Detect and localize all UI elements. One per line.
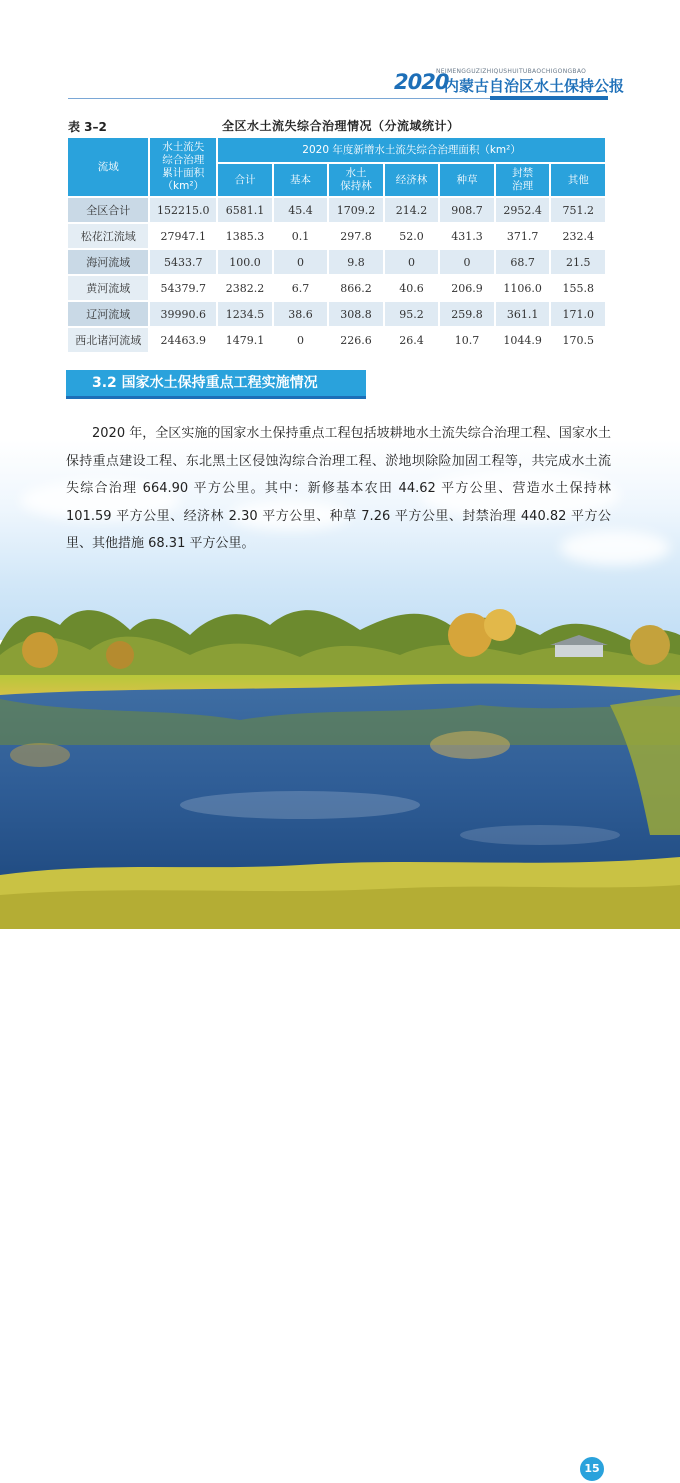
basin-name-cell: 全区合计: [68, 198, 148, 222]
table-cell: 152215.0: [150, 198, 216, 222]
table-row: [68, 328, 605, 352]
table-cell: 308.8: [329, 302, 383, 326]
header-enclosure: 封禁 治理: [496, 164, 550, 196]
header-total: 合计: [218, 164, 272, 196]
table-cell: 5433.7: [150, 250, 216, 274]
table-cell: 1479.1: [218, 328, 272, 352]
header-basin: 流域: [68, 138, 148, 196]
table-cell: 297.8: [329, 224, 383, 248]
table-cell: 232.4: [551, 224, 605, 248]
header-grass: 种草: [440, 164, 494, 196]
table-cell: 171.0: [551, 302, 605, 326]
table-label: 表 3–2: [68, 120, 107, 134]
table-cell: 6581.1: [218, 198, 272, 222]
table-cell: 155.8: [551, 276, 605, 300]
basin-name-cell: 海河流域: [68, 250, 148, 274]
table-cell: 10.7: [440, 328, 494, 352]
table-cell: 100.0: [218, 250, 272, 274]
table-cell: 52.0: [385, 224, 439, 248]
table-body: [68, 198, 605, 352]
header-conservation-forest: 水土 保持林: [329, 164, 383, 196]
table-cell: 6.7: [274, 276, 327, 300]
table-cell: 54379.7: [150, 276, 216, 300]
header-title: 内蒙古自治区水土保持公报: [444, 77, 625, 95]
section-underline: [66, 396, 366, 399]
table-cell: 361.1: [496, 302, 550, 326]
table-cell: 2382.2: [218, 276, 272, 300]
header-pinyin: NEIMENGGUZIZHIQUSHUITUBAOCHIGONGBAO: [436, 68, 587, 75]
table-cell: 0.1: [274, 224, 327, 248]
table-cell: 9.8: [329, 250, 383, 274]
basin-name-cell: 辽河流域: [68, 302, 148, 326]
table-row: [68, 302, 605, 326]
table-cell: 45.4: [274, 198, 327, 222]
table-cell: 24463.9: [150, 328, 216, 352]
header-other: 其他: [551, 164, 605, 196]
table-cell: 214.2: [385, 198, 439, 222]
table-cell: 226.6: [329, 328, 383, 352]
table-cell: 908.7: [440, 198, 494, 222]
table-row: [68, 224, 605, 248]
table-cell: 751.2: [551, 198, 605, 222]
section-heading: 3.2 国家水土保持重点工程实施情况: [66, 370, 366, 396]
table-cell: 1385.3: [218, 224, 272, 248]
table-cell: 68.7: [496, 250, 550, 274]
basin-name-cell: 西北诸河流域: [68, 328, 148, 352]
table-cell: 0: [385, 250, 439, 274]
table-cell: 0: [274, 250, 327, 274]
table-cell: 0: [440, 250, 494, 274]
table-cell: 1709.2: [329, 198, 383, 222]
basin-treatment-table: [66, 136, 607, 354]
table-cell: 27947.1: [150, 224, 216, 248]
basin-name-cell: 黄河流域: [68, 276, 148, 300]
table-row: [68, 250, 605, 274]
header-farmland: 基本: [274, 164, 327, 196]
table-cell: 0: [274, 328, 327, 352]
table-cell: 866.2: [329, 276, 383, 300]
header-cumulative: 水土流失 综合治理 累计面积 （km²）: [150, 138, 216, 196]
landscape-photo: [0, 595, 680, 1475]
table-row: [68, 198, 605, 222]
header-year: 2020: [394, 70, 449, 94]
page-number: 15: [578, 1455, 606, 1483]
table-cell: 170.5: [551, 328, 605, 352]
table-cell: 1106.0: [496, 276, 550, 300]
header-accent-bar: [490, 96, 608, 100]
table-cell: 206.9: [440, 276, 494, 300]
table-title: 全区水土流失综合治理情况（分流域统计）: [222, 119, 460, 133]
table-cell: 40.6: [385, 276, 439, 300]
table-cell: 95.2: [385, 302, 439, 326]
table-cell: 2952.4: [496, 198, 550, 222]
table-row: [68, 276, 605, 300]
basin-name-cell: 松花江流域: [68, 224, 148, 248]
header-2020-new: 2020 年度新增水土流失综合治理面积（km²）: [218, 138, 605, 162]
table-cell: 26.4: [385, 328, 439, 352]
table-cell: 259.8: [440, 302, 494, 326]
header-economic-forest: 经济林: [385, 164, 439, 196]
table-cell: 371.7: [496, 224, 550, 248]
table-cell: 1234.5: [218, 302, 272, 326]
body-paragraph: 2020 年，全区实施的国家水土保持重点工程包括坡耕地水土流失综合治理工程、国家水土保持重点建设工程、东北黑土区侵蚀沟综合治理工程、淤地坝除险加固工程等，共完成水土流失综合治理 664.90 平方公里。其中：新修基本农田 44.62 平方公里、营造水土保持林 101.59 平方公里、经济林 2.30 平方公里、种草 7.26 平方公里、封禁治理 440.82 平方公里、其他措施 68.31 平方公里。: [66, 426, 611, 551]
table-cell: 38.6: [274, 302, 327, 326]
table-cell: 21.5: [551, 250, 605, 274]
table-cell: 1044.9: [496, 328, 550, 352]
table-cell: 431.3: [440, 224, 494, 248]
table-cell: 39990.6: [150, 302, 216, 326]
